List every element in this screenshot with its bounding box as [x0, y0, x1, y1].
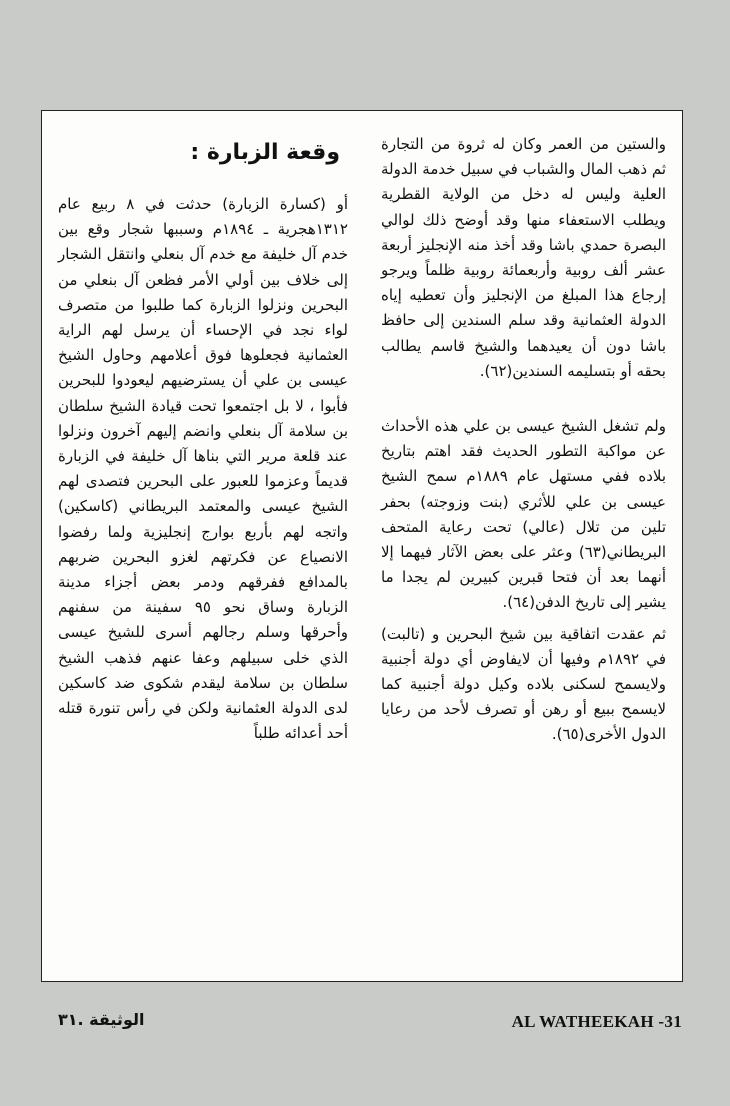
right-paragraph-3: ثم عقدت اتفاقية بين شيخ البحرين و (تالبت) في ١٨٩٢م وفيها أن لايفاوض أي دولة أجنبية ولايسمح لسكنى بلاده وكيل دولة أجنبية كما لايسمح ببيع أو رهن أو تصرف لأحد من رعايا الدول الأخرى(٦٥). — [381, 624, 666, 744]
right-paragraph-2: ولم تشغل الشيخ عيسى بن علي هذه الأحداث عن مواكبة التطور الحديث فقد اهتم بتاريخ بلاده ففي مستهل عام ١٨٨٩م سمح الشيخ عيسى بن علي للأثري (بنت وزوجته) بحفر تلين من تلال (عالي) تحت رعاية المتحف البريطاني(٦٣) وعثر على بعض الآثار فيهما إلا أنهما بعد أن فتحا قبرين كبيرين لم يجدا ما يشير إلى تاريخ الدفن(٦٤). — [381, 417, 666, 612]
left-paragraph-1: أو (كسارة الزبارة) حدثت في ٨ ربيع عام ١٣١٢هجرية ـ ١٨٩٤م وسببها شجار وقع بين خدم آل خليفة مع خدم آل بنعلي وانتقل الشجار إلى خلاف بين أولي الأمر فظعن آل بنعلي من البحرين ونزلوا الزبارة كما طلبوا من متصرف لواء نجد في الإحساء أن يرسل لهم الراية العثمانية فجعلوها فوق أعلامهم وحاول الشيخ عيسى بن علي أن يسترضيهم ليعودوا للبحرين فأبوا ، لا بل اجتمعوا تحت قيادة الشيخ سلطان بن سلامة آل بنعلي وانضم إليهم آخرون ونزلوا عند قلعة مرير التي بناها آل خليفة في الزبارة قديماً وعزموا للعبور على البحرين فتصدى لهم الشيخ عيسى والمعتمد البريطاني (كاسكين) واتجه لهم بأربع بوارج إنجليزية ولما رفضوا الانصياع عن فكرتهم لغزو البحرين ضربهم بالمدافع ففرقهم ودمر بعض أجزاء مدينة الزبارة وساق نحو ٩٥ سفينة من سفنهم وأحرقها وسلم رجالهم أسرى للشيخ عيسى الذي خلى سبيلهم وعفا عنهم فذهب الشيخ سلطان بن سلامة ليقدم شكوى ضد كاسكين لدى الدولة العثمانية ولكن في رأس تنورة قتله أحد أعدائه طلباً — [58, 195, 349, 743]
left-column — [58, 192, 348, 746]
right-paragraph-1: والستين من العمر وكان له ثروة من التجارة ثم ذهب المال والشباب في سبيل خدمة الدولة العلية وليس له دخل من الولاية القطرية ويطلب الاستعفاء منها وقد أوضح ذلك لوالي البصرة حمدي باشا وقد أخذ منه الإنجليز أربعة عشر ألف روبية وأربعمائة روبية ظلماً ويرجو إرجاع هذا المبلغ من الإنجليز وأن تعطيه إياه الدولة العثمانية وقد سلم السندين إلى حافظ باشا دون أن يعيدهما والشيخ قاسم يطالب بحقه أو بتسليمه السندين(٦٢). — [381, 135, 666, 380]
section-heading: وقعة الزبارة : — [190, 140, 340, 165]
footer-arabic-page: الوثيقة .٣١ — [58, 1010, 145, 1029]
footer-english-page: AL WATHEEKAH -31 — [511, 1012, 682, 1031]
right-column — [381, 132, 666, 748]
